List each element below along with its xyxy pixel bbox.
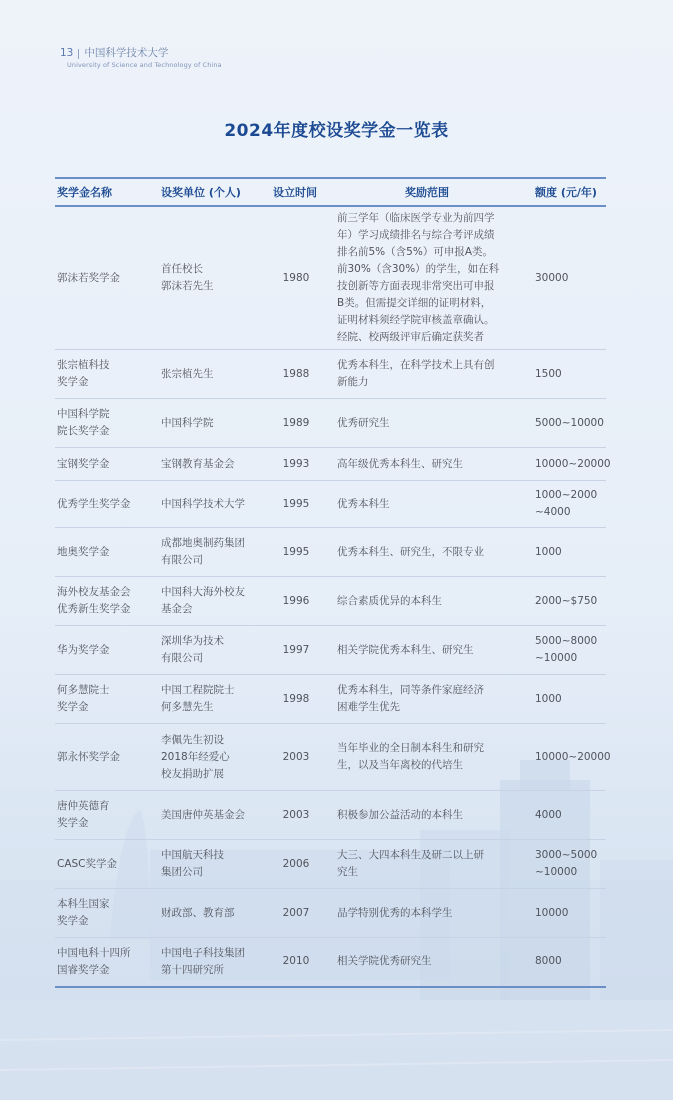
cell-year-text: 1989 [282, 416, 310, 429]
cell-amount-text: 10000~20000 [535, 750, 611, 763]
cell-scope-text: 相关学院优秀研究生 [337, 955, 432, 968]
cell-amount [527, 528, 606, 577]
cell-amount [527, 791, 606, 840]
cell-scope [329, 481, 527, 528]
page-number: 13 [60, 47, 74, 59]
cell-year-text: 1993 [282, 457, 310, 470]
cell-amount-text: 30000 [535, 271, 569, 284]
table-body [55, 206, 611, 987]
table-row [55, 448, 606, 481]
cell-year [263, 399, 329, 448]
cell-amount [527, 889, 606, 938]
cell-scope-text: 前三学年（临床医学专业为前四学 年）学习成绩排名与综合考评成绩 排名前5%（含5%）可申报A类。 前30%（含30%）的学生，如在科 技创新等方面表现非常突出可申报 B类。但需提交详细的证明材料， 证明材料须经学院审核盖章确认。 经院、校两级评审后确定获奖者 [337, 212, 500, 343]
cell-amount [527, 938, 606, 987]
cell-sponsor-text: 宝钢教育基金会 [161, 457, 235, 470]
cell-scholarship-name-text: 何多慧院士 奖学金 [57, 684, 110, 713]
cell-scholarship-name-text: 唐仲英德育 奖学金 [57, 800, 110, 829]
cell-scholarship-name-text: CASC奖学金 [57, 857, 118, 870]
cell-year-text: 1996 [282, 594, 310, 607]
column-header-amount: 额度 (元/年) [527, 178, 606, 206]
scholarship-table [55, 177, 611, 988]
university-name-cn: 中国科学技术大学 [84, 47, 169, 59]
cell-scholarship-name-text: 张宗植科技 奖学金 [57, 359, 110, 388]
cell-scholarship-name-text: 地奥奖学金 [57, 545, 110, 558]
cell-scope-text: 高年级优秀本科生、研究生 [337, 457, 463, 470]
cell-amount-text: 5000~10000 [535, 416, 604, 429]
cell-sponsor [153, 840, 263, 889]
cell-amount-text: 10000 [535, 906, 569, 919]
cell-sponsor-text: 美国唐仲英基金会 [161, 808, 245, 821]
cell-sponsor [153, 889, 263, 938]
cell-year-text: 2003 [282, 808, 310, 821]
cell-scope-text: 优秀本科生 [337, 497, 390, 510]
cell-scope [329, 528, 527, 577]
cell-amount-text: 1000~2000 ~4000 [535, 489, 598, 518]
page-title: 2024年度校设奖学金一览表 [224, 121, 449, 141]
cell-year-text: 1995 [282, 545, 310, 558]
table-row [55, 675, 606, 724]
table-row [55, 840, 606, 889]
cell-amount-text: 1500 [535, 367, 562, 380]
cell-scope [329, 350, 527, 399]
cell-scope [329, 840, 527, 889]
cell-sponsor-text: 中国工程院院士 何多慧先生 [161, 684, 235, 713]
cell-scholarship-name-text: 中国电科十四所 国睿奖学金 [57, 946, 131, 976]
cell-sponsor-text: 成都地奥制药集团 有限公司 [161, 537, 245, 566]
cell-amount-text: 4000 [535, 808, 562, 821]
cell-sponsor [153, 938, 263, 987]
table-row [55, 889, 606, 938]
cell-scholarship-name-text: 华为奖学金 [57, 643, 110, 656]
table-row [55, 528, 606, 577]
cell-scholarship-name [55, 206, 153, 350]
cell-amount-text: 2000~$750 [535, 594, 598, 607]
cell-scope-text: 大三、大四本科生及研二以上研 究生 [337, 849, 484, 878]
cell-year-text: 1995 [282, 497, 310, 510]
cell-year-text: 2003 [282, 750, 310, 763]
cell-amount [527, 350, 606, 399]
cell-amount [527, 626, 606, 675]
cell-sponsor [153, 528, 263, 577]
table-row [55, 350, 606, 399]
cell-amount-text: 10000~20000 [535, 457, 611, 470]
cell-sponsor-text: 李佩先生初设 2018年经爱心 校友捐助扩展 [161, 733, 230, 780]
table-row [55, 626, 606, 675]
cell-amount [527, 577, 606, 626]
cell-scope-text: 品学特别优秀的本科学生 [337, 906, 453, 919]
cell-year [263, 675, 329, 724]
cell-sponsor-text: 中国科大海外校友 基金会 [161, 586, 245, 615]
cell-year-text: 2010 [282, 955, 310, 968]
cell-sponsor-text: 张宗植先生 [161, 367, 214, 380]
cell-sponsor-text: 财政部、教育部 [161, 906, 235, 919]
cell-scope-text: 当年毕业的全日制本科生和研究 生，以及当年离校的代培生 [337, 742, 484, 771]
cell-scholarship-name-text: 中国科学院 院长奖学金 [57, 408, 110, 437]
column-header-scope: 奖励范围 [329, 178, 527, 206]
cell-amount [527, 675, 606, 724]
cell-sponsor [153, 724, 263, 791]
cell-year [263, 481, 329, 528]
cell-scholarship-name [55, 840, 153, 889]
cell-amount-text: 1000 [535, 545, 562, 558]
university-name-en: University of Science and Technology of China [67, 61, 222, 69]
cell-year [263, 938, 329, 987]
table-row [55, 206, 606, 350]
table-row [55, 481, 606, 528]
cell-scope-text: 优秀本科生，在科学技术上具有创 新能力 [337, 359, 495, 388]
cell-year [263, 626, 329, 675]
cell-year-text: 1980 [282, 271, 310, 284]
cell-scope [329, 791, 527, 840]
cell-sponsor [153, 399, 263, 448]
cell-year [263, 528, 329, 577]
cell-amount-text: 3000~5000 ~10000 [535, 849, 598, 878]
cell-year [263, 889, 329, 938]
cell-amount [527, 399, 606, 448]
cell-year [263, 840, 329, 889]
table-row [55, 791, 606, 840]
column-header-unit: 设奖单位 (个人) [153, 178, 263, 206]
cell-amount [527, 724, 611, 791]
table-row [55, 577, 606, 626]
cell-year [263, 448, 329, 481]
cell-sponsor-text: 中国航天科技 集团公司 [161, 849, 224, 878]
cell-scope [329, 399, 527, 448]
cell-year-text: 1988 [282, 367, 310, 380]
cell-amount [527, 448, 611, 481]
cell-sponsor-text: 首任校长 郭沫若先生 [161, 263, 214, 292]
cell-year [263, 206, 329, 350]
cell-sponsor [153, 626, 263, 675]
cell-amount [527, 206, 606, 350]
cell-year-text: 2007 [282, 906, 310, 919]
cell-scholarship-name-text: 本科生国家 奖学金 [57, 898, 110, 927]
cell-sponsor [153, 675, 263, 724]
cell-sponsor [153, 448, 263, 481]
cell-scholarship-name [55, 938, 153, 987]
cell-scope [329, 889, 527, 938]
cell-scholarship-name [55, 350, 153, 399]
cell-scholarship-name [55, 791, 153, 840]
header-divider [78, 49, 79, 59]
cell-scope [329, 938, 527, 987]
cell-sponsor [153, 481, 263, 528]
cell-scholarship-name [55, 448, 153, 481]
cell-scope-text: 相关学院优秀本科生、研究生 [337, 643, 474, 656]
cell-sponsor [153, 791, 263, 840]
cell-scope-text: 积极参加公益活动的本科生 [337, 808, 463, 821]
cell-amount-text: 5000~8000 ~10000 [535, 635, 598, 664]
cell-scholarship-name [55, 626, 153, 675]
cell-sponsor-text: 深圳华为技术 有限公司 [161, 635, 224, 664]
table-row [55, 399, 606, 448]
cell-scope [329, 626, 527, 675]
cell-scholarship-name [55, 889, 153, 938]
cell-year [263, 350, 329, 399]
cell-sponsor-text: 中国科学技术大学 [161, 497, 245, 510]
cell-year-text: 2006 [282, 857, 310, 870]
cell-scope-text: 综合素质优异的本科生 [337, 594, 442, 607]
cell-sponsor [153, 577, 263, 626]
cell-scholarship-name [55, 399, 153, 448]
cell-scholarship-name-text: 郭沫若奖学金 [57, 271, 120, 284]
cell-sponsor [153, 350, 263, 399]
cell-sponsor-text: 中国电子科技集团 第十四研究所 [161, 946, 245, 976]
cell-year [263, 724, 329, 791]
cell-year-text: 1998 [282, 692, 310, 705]
cell-scholarship-name [55, 675, 153, 724]
table-row [55, 724, 606, 791]
page-header [60, 47, 222, 69]
cell-scholarship-name [55, 528, 153, 577]
cell-amount [527, 481, 606, 528]
cell-scholarship-name [55, 577, 153, 626]
cell-sponsor [153, 206, 263, 350]
cell-scope [329, 448, 527, 481]
cell-scholarship-name-text: 宝钢奖学金 [57, 457, 110, 470]
table-row [55, 938, 606, 987]
cell-year [263, 791, 329, 840]
cell-scope [329, 577, 527, 626]
cell-sponsor-text: 中国科学院 [161, 416, 214, 429]
cell-year [263, 577, 329, 626]
cell-amount-text: 8000 [535, 955, 562, 968]
cell-scope [329, 724, 527, 791]
cell-scope [329, 675, 527, 724]
column-header-name: 奖学金名称 [55, 178, 153, 206]
table-header-row [55, 178, 606, 206]
cell-scholarship-name [55, 724, 153, 791]
cell-amount-text: 1000 [535, 692, 562, 705]
cell-scholarship-name-text: 海外校友基金会 优秀新生奖学金 [57, 586, 131, 615]
cell-year-text: 1997 [282, 643, 310, 656]
cell-scholarship-name-text: 郭永怀奖学金 [57, 750, 120, 763]
cell-scholarship-name [55, 481, 153, 528]
column-header-year: 设立时间 [263, 178, 329, 206]
cell-scope-text: 优秀研究生 [337, 416, 390, 429]
cell-scope [329, 206, 527, 350]
cell-amount [527, 840, 606, 889]
cell-scope-text: 优秀本科生、研究生，不限专业 [337, 545, 484, 558]
cell-scope-text: 优秀本科生，同等条件家庭经济 困难学生优先 [337, 684, 484, 713]
cell-scholarship-name-text: 优秀学生奖学金 [57, 497, 131, 510]
